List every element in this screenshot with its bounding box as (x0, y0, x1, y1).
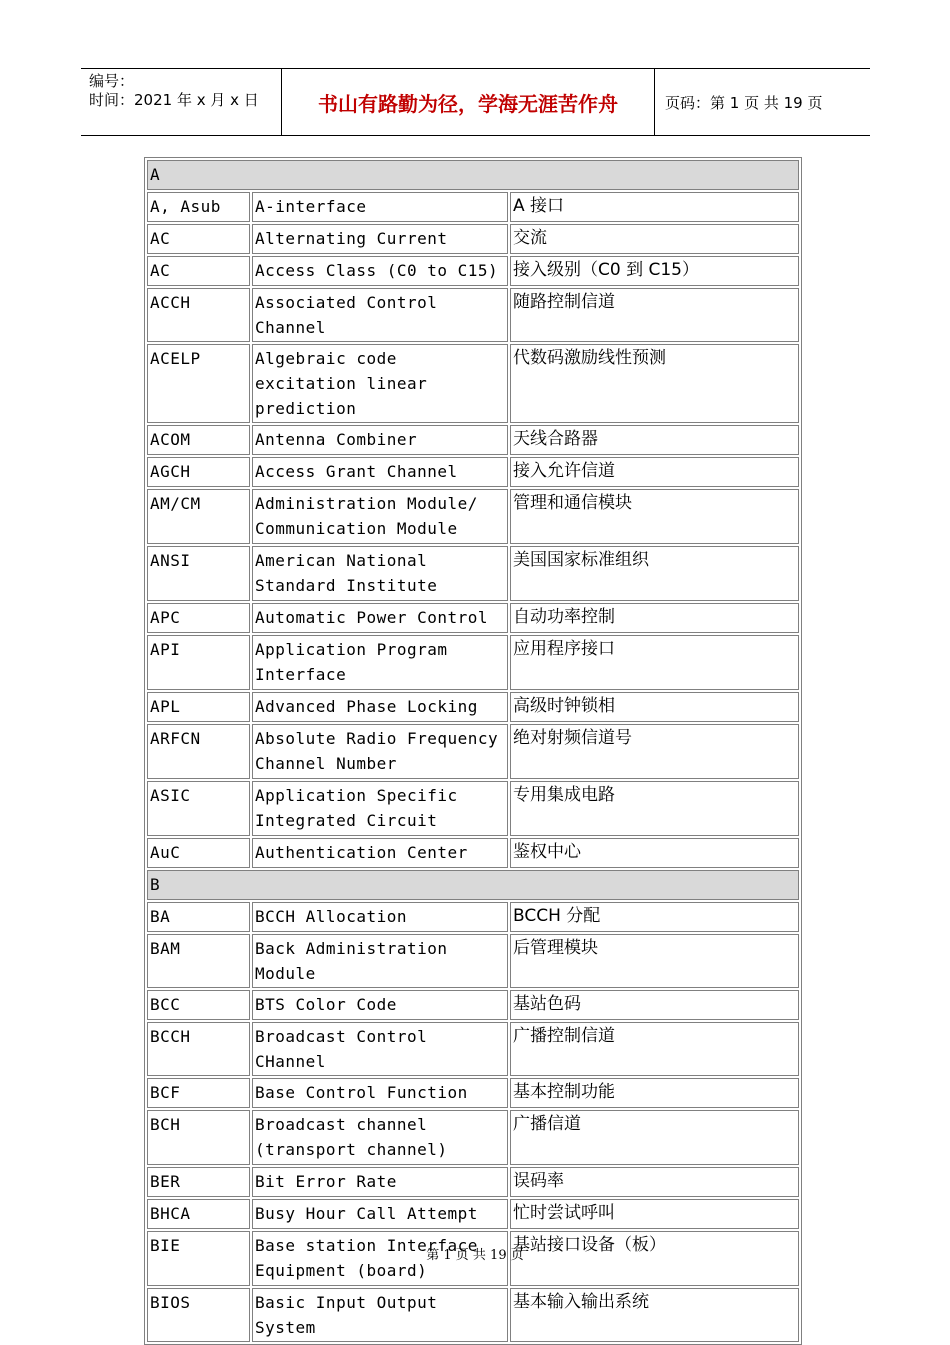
document-number-label: 编号： (89, 72, 135, 90)
english-term-cell: Application Specific Integrated Circuit (252, 781, 508, 836)
abbreviation-cell: API (147, 635, 250, 690)
english-term-cell: Broadcast channel (transport channel) (252, 1110, 508, 1165)
table-row (147, 1288, 799, 1342)
chinese-term-cell: 应用程序接口 (510, 635, 799, 690)
table-row (147, 990, 799, 1020)
page-footer: 第 1 页 共 19 页 (426, 1248, 524, 1263)
english-term-cell: Busy Hour Call Attempt (252, 1199, 508, 1229)
table-row (147, 288, 799, 342)
abbreviation-cell: A, Asub (147, 192, 250, 222)
chinese-term-cell: 代数码激励线性预测 (510, 344, 799, 423)
table-row (147, 934, 799, 988)
chinese-term-cell: 专用集成电路 (510, 781, 799, 836)
chinese-term-cell: 接入级别（C0 到 C15） (510, 256, 799, 286)
abbreviation-cell: BCCH (147, 1022, 250, 1076)
table-row (147, 1078, 799, 1108)
table-row (147, 781, 799, 836)
abbreviation-cell: AGCH (147, 457, 250, 487)
abbreviation-cell: AC (147, 256, 250, 286)
english-term-cell: Access Class (C0 to C15) (252, 256, 508, 286)
section-letter: A (147, 160, 799, 190)
chinese-term-cell: 随路控制信道 (510, 288, 799, 342)
english-term-cell: Algebraic code excitation linear prediction (252, 344, 508, 423)
section-header-row (147, 160, 799, 190)
glossary-table (144, 157, 802, 1345)
table-row (147, 1110, 799, 1165)
abbreviation-cell: ACCH (147, 288, 250, 342)
document-time-label: 时间：2021 年 x 月 x 日 (89, 91, 259, 109)
english-term-cell: Automatic Power Control (252, 603, 508, 633)
chinese-term-cell: 管理和通信模块 (510, 489, 799, 544)
table-row (147, 1199, 799, 1229)
table-row (147, 635, 799, 690)
table-row (147, 838, 799, 868)
chinese-term-cell: 交流 (510, 224, 799, 254)
english-term-cell: Bit Error Rate (252, 1167, 508, 1197)
abbreviation-cell: ARFCN (147, 724, 250, 779)
chinese-term-cell: 基本控制功能 (510, 1078, 799, 1108)
english-term-cell: Access Grant Channel (252, 457, 508, 487)
glossary-table-body (147, 160, 799, 1342)
english-term-cell: Absolute Radio Frequency Channel Number (252, 724, 508, 779)
english-term-cell: Application Program Interface (252, 635, 508, 690)
chinese-term-cell: A 接口 (510, 192, 799, 222)
english-term-cell: Authentication Center (252, 838, 508, 868)
abbreviation-cell: BA (147, 902, 250, 932)
header-motto-cell (282, 69, 655, 135)
english-term-cell: Back Administration Module (252, 934, 508, 988)
abbreviation-cell: AM/CM (147, 489, 250, 544)
english-term-cell: Broadcast Control CHannel (252, 1022, 508, 1076)
abbreviation-cell: BIE (147, 1231, 250, 1286)
header-page-label: 页码：第 1 页 共 19 页 (665, 94, 823, 112)
header-page-cell (655, 69, 870, 135)
section-letter: B (147, 870, 799, 900)
table-row (147, 192, 799, 222)
chinese-term-cell: 绝对射频信道号 (510, 724, 799, 779)
abbreviation-cell: BCH (147, 1110, 250, 1165)
chinese-term-cell: 基站色码 (510, 990, 799, 1020)
chinese-term-cell: 忙时尝试呼叫 (510, 1199, 799, 1229)
abbreviation-cell: BHCA (147, 1199, 250, 1229)
table-row (147, 724, 799, 779)
english-term-cell: BCCH Allocation (252, 902, 508, 932)
chinese-term-cell: 广播信道 (510, 1110, 799, 1165)
chinese-term-cell: 高级时钟锁相 (510, 692, 799, 722)
abbreviation-cell: AuC (147, 838, 250, 868)
english-term-cell: Alternating Current (252, 224, 508, 254)
chinese-term-cell: 接入允许信道 (510, 457, 799, 487)
chinese-term-cell: 基本输入输出系统 (510, 1288, 799, 1342)
abbreviation-cell: ANSI (147, 546, 250, 601)
abbreviation-cell: BER (147, 1167, 250, 1197)
chinese-term-cell: 后管理模块 (510, 934, 799, 988)
english-term-cell: Administration Module/ Communication Module (252, 489, 508, 544)
table-row (147, 457, 799, 487)
english-term-cell: Advanced Phase Locking (252, 692, 508, 722)
table-row (147, 256, 799, 286)
abbreviation-cell: BCF (147, 1078, 250, 1108)
abbreviation-cell: ASIC (147, 781, 250, 836)
english-term-cell: Associated Control Channel (252, 288, 508, 342)
chinese-term-cell: 误码率 (510, 1167, 799, 1197)
chinese-term-cell: 鉴权中心 (510, 838, 799, 868)
table-row (147, 489, 799, 544)
abbreviation-cell: BCC (147, 990, 250, 1020)
english-term-cell: Basic Input Output System (252, 1288, 508, 1342)
chinese-term-cell: BCCH 分配 (510, 902, 799, 932)
table-row (147, 902, 799, 932)
english-term-cell: Base Control Function (252, 1078, 508, 1108)
chinese-term-cell: 广播控制信道 (510, 1022, 799, 1076)
abbreviation-cell: BAM (147, 934, 250, 988)
table-row (147, 224, 799, 254)
table-row (147, 1022, 799, 1076)
table-row (147, 1167, 799, 1197)
page-header (81, 68, 870, 136)
table-row (147, 603, 799, 633)
chinese-term-cell: 自动功率控制 (510, 603, 799, 633)
english-term-cell: American National Standard Institute (252, 546, 508, 601)
abbreviation-cell: AC (147, 224, 250, 254)
abbreviation-cell: ACELP (147, 344, 250, 423)
abbreviation-cell: APL (147, 692, 250, 722)
header-meta-cell (81, 69, 282, 135)
abbreviation-cell: APC (147, 603, 250, 633)
english-term-cell: A-interface (252, 192, 508, 222)
english-term-cell: Antenna Combiner (252, 425, 508, 455)
abbreviation-cell: ACOM (147, 425, 250, 455)
header-motto: 书山有路勤为径，学海无涯苦作舟 (318, 92, 618, 116)
table-row (147, 546, 799, 601)
english-term-cell: Base station Interface Equipment (board) (252, 1231, 508, 1286)
table-row (147, 425, 799, 455)
table-row (147, 692, 799, 722)
abbreviation-cell: BIOS (147, 1288, 250, 1342)
section-header-row (147, 870, 799, 900)
chinese-term-cell: 美国国家标准组织 (510, 546, 799, 601)
english-term-cell: BTS Color Code (252, 990, 508, 1020)
table-row (147, 344, 799, 423)
chinese-term-cell: 天线合路器 (510, 425, 799, 455)
chinese-term-cell: 基站接口设备（板） (510, 1231, 799, 1286)
